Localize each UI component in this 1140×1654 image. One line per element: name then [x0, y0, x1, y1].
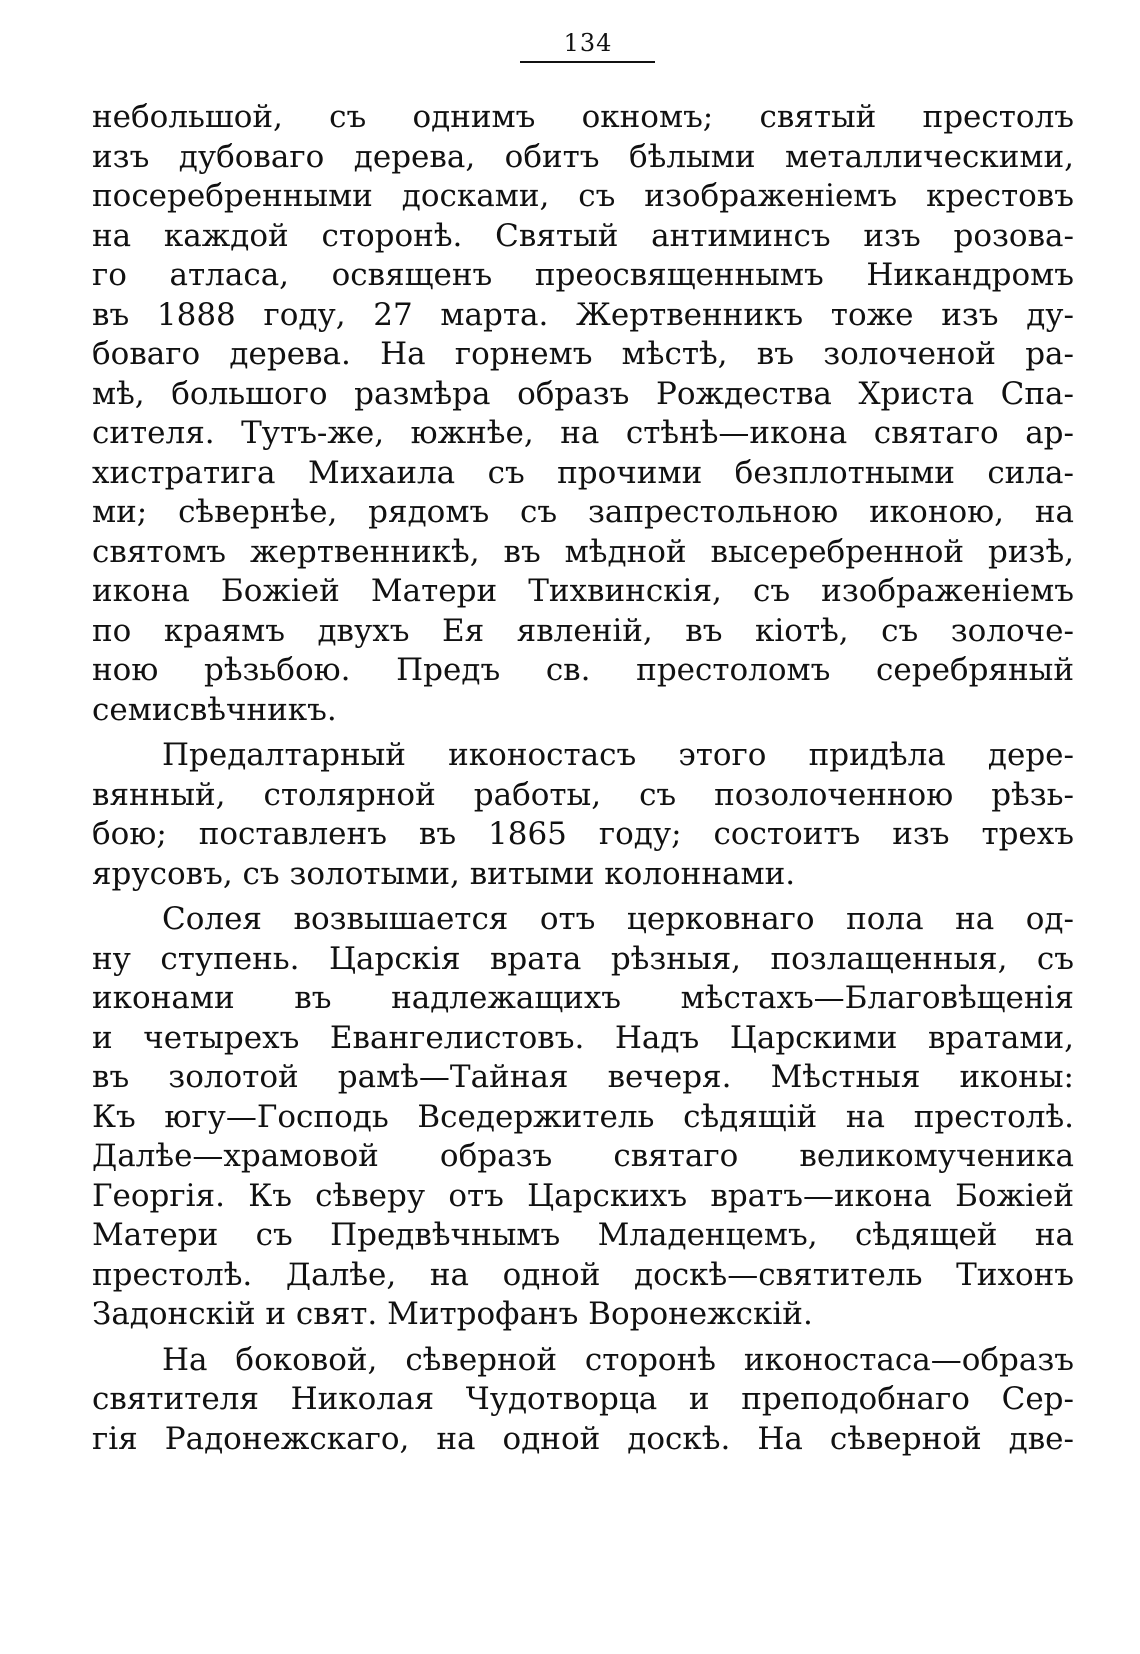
text-line: въ золотой рамѣ—Тайная вечеря. Мѣстныя иконы: — [92, 1059, 1074, 1095]
text-line: икона Божіей Матери Тихвинскія, съ изображеніемъ — [92, 573, 1074, 609]
page-number: 134 — [563, 29, 613, 57]
text-line: въ 1888 году, 27 марта. Жертвенникъ тоже изъ ду- — [92, 296, 1074, 333]
paragraph-2 — [92, 736, 1074, 894]
text-line: Георгія. Къ сѣверу отъ Царскихъ вратъ—икона Божіей — [92, 1177, 1074, 1214]
text-line: Далѣе—храмовой образъ святаго великомученика — [92, 1138, 1074, 1174]
text-line: святомъ жертвенникѣ, въ мѣдной высеребренной ризѣ, — [92, 533, 1074, 570]
text-line: иконами въ надлежащихъ мѣстахъ—Благовѣщенія — [92, 980, 1074, 1016]
text-line: Матери съ Предвѣчнымъ Младенцемъ, сѣдящей на — [92, 1217, 1074, 1253]
text-line: на каждой сторонѣ. Святый антиминсъ изъ розова- — [92, 217, 1074, 254]
text-line: Предалтарный иконостасъ этого придѣла дере- — [162, 737, 1074, 773]
text-line: ну ступень. Царскія врата рѣзныя, позлащенныя, съ — [92, 940, 1074, 977]
text-line: боваго дерева. На горнемъ мѣстѣ, въ золоченой ра- — [92, 336, 1074, 372]
text-line: семисвѣчникъ. — [92, 691, 337, 728]
page-number-header — [518, 28, 658, 58]
text-line: мѣ, большого размѣра образъ Рождества Христа Спа- — [92, 375, 1074, 412]
text-line: ярусовъ, съ золотыми, витыми колоннами. — [92, 855, 796, 892]
paragraph-4 — [92, 1341, 1074, 1460]
text-line: бою; поставленъ въ 1865 году; состоитъ изъ трехъ — [92, 816, 1074, 852]
text-line: ми; сѣвернѣе, рядомъ съ запрестольною иконою, на — [92, 494, 1074, 530]
text-line: престолѣ. Далѣе, на одной доскѣ—святитель Тихонъ — [92, 1256, 1074, 1293]
text-line: по краямъ двухъ Ея явленій, въ кіотѣ, съ золоче- — [92, 612, 1074, 649]
text-line: Къ югу—Господь Вседержитель сѣдящій на престолѣ. — [92, 1098, 1074, 1135]
text-line: го атласа, освященъ преосвященнымъ Никандромъ — [92, 257, 1074, 293]
text-line: ною рѣзьбою. Предъ св. престоломъ серебряный — [92, 652, 1074, 688]
text-line: гія Радонежскаго, на одной доскѣ. На сѣверной две- — [92, 1420, 1074, 1457]
text-line: сителя. Тутъ-же, южнѣе, на стѣнѣ—икона святаго ар- — [92, 415, 1074, 451]
paragraph-1 — [92, 98, 1074, 730]
paragraph-3 — [92, 900, 1074, 1335]
text-line: святителя Николая Чудотворца и преподобнаго Сер- — [92, 1381, 1074, 1417]
text-line: Задонскій и свят. Митрофанъ Воронежскій. — [92, 1296, 813, 1332]
text-line: посеребренными досками, съ изображеніемъ крестовъ — [92, 178, 1074, 214]
text-line: вянный, столярной работы, съ позолоченною рѣзь- — [92, 776, 1074, 813]
text-line: На боковой, сѣверной сторонѣ иконостаса—образъ — [162, 1341, 1074, 1378]
text-line: изъ дубоваго дерева, обитъ бѣлыми металлическими, — [92, 138, 1074, 175]
text-line: Солея возвышается отъ церковнаго пола на од- — [162, 901, 1074, 937]
page-number-rule — [520, 61, 655, 63]
text-line: и четырехъ Евангелистовъ. Надъ Царскими вратами, — [92, 1019, 1074, 1056]
text-line: небольшой, съ однимъ окномъ; святый престолъ — [92, 99, 1074, 135]
body-text — [92, 98, 1074, 1459]
text-line: хистратига Михаила съ прочими безплотными сила- — [92, 454, 1074, 491]
